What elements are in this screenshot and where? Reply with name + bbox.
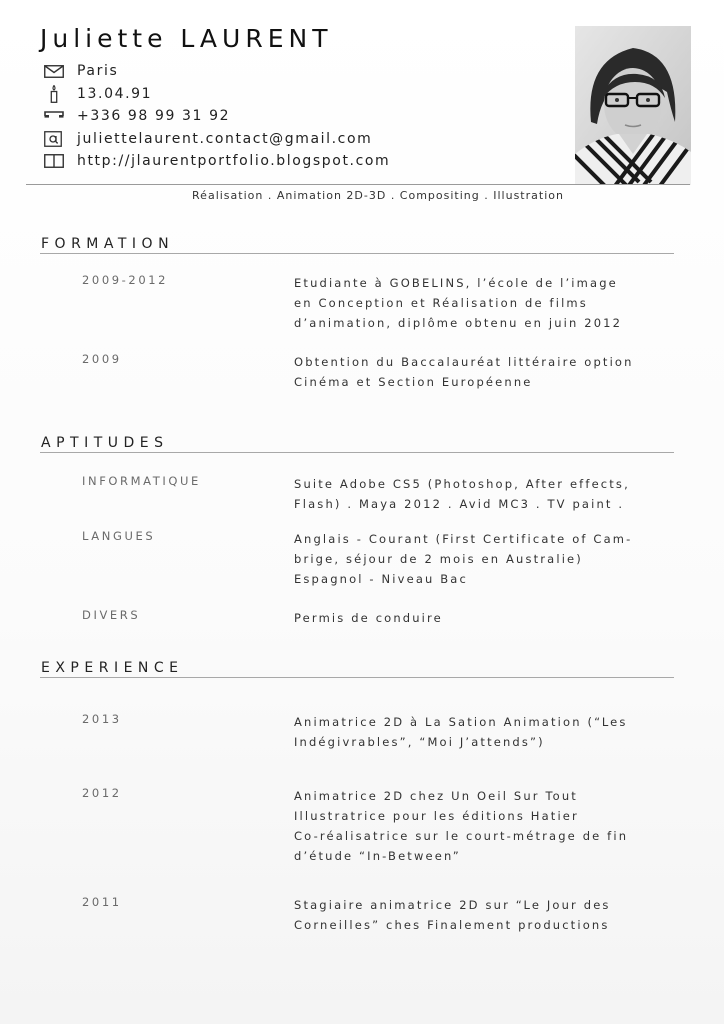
description-line: en Conception et Réalisation de films	[294, 296, 588, 310]
description-line: Flash) . Maya 2012 . Avid MC3 . TV paint .	[294, 497, 625, 511]
entry-date: 2011	[82, 895, 122, 909]
contact-email	[44, 128, 390, 151]
section-title-experience: EXPERIENCE	[41, 660, 184, 676]
open-book-icon	[44, 153, 66, 169]
description-line: Obtention du Baccalauréat littéraire option	[294, 355, 634, 369]
contact-website	[44, 150, 390, 173]
entry-category: LANGUES	[82, 529, 156, 543]
section-divider	[40, 253, 674, 254]
entry-description	[294, 786, 678, 866]
description-line: Illustratrice pour les éditions Hatier	[294, 809, 579, 823]
contact-birthdate-text: 13.04.91	[77, 85, 153, 102]
candle-icon	[44, 86, 66, 102]
description-line: Co-réalisatrice sur le court-métrage de fin	[294, 829, 629, 843]
entry-description	[294, 352, 678, 392]
envelope-icon	[44, 63, 66, 79]
description-line: brige, séjour de 2 mois en Australie)	[294, 552, 583, 566]
entry-description	[294, 608, 678, 628]
description-line: Animatrice 2D chez Un Oeil Sur Tout	[294, 789, 578, 803]
contact-phone-text: +336 98 99 31 92	[77, 108, 231, 125]
section-title-formation: FORMATION	[41, 236, 175, 252]
entry-description	[294, 273, 678, 333]
at-sign-icon	[44, 131, 66, 147]
contact-email-text: juliettelaurent.contact@gmail.com	[77, 130, 373, 147]
description-line: d’étude “In-Between”	[294, 849, 461, 863]
description-line: d’animation, diplôme obtenu en juin 2012	[294, 316, 623, 330]
header-divider	[26, 184, 690, 185]
entry-date: 2009	[82, 352, 122, 366]
entry-category: DIVERS	[82, 608, 141, 622]
description-line: Espagnol - Niveau Bac	[294, 572, 468, 586]
contact-list	[44, 60, 390, 173]
section-title-aptitudes: APTITUDES	[41, 435, 169, 451]
description-line: Cinéma et Section Européenne	[294, 375, 533, 389]
entry-category: INFORMATIQUE	[82, 474, 201, 488]
contact-website-text: http://jlaurentportfolio.blogspot.com	[77, 153, 391, 170]
phone-icon	[44, 108, 66, 124]
description-line: Corneilles” ches Finalement productions	[294, 918, 610, 932]
entry-description	[294, 895, 678, 935]
section-divider	[40, 452, 674, 453]
section-divider	[40, 677, 674, 678]
description-line: Anglais - Courant (First Certificate of Cam-	[294, 532, 633, 546]
profile-photo	[575, 26, 691, 185]
description-line: Etudiante à GOBELINS, l’école de l’image	[294, 276, 618, 290]
description-line: Suite Adobe CS5 (Photoshop, After effects,	[294, 477, 630, 491]
entry-description	[294, 474, 678, 514]
description-line: Permis de conduire	[294, 611, 443, 625]
description-line: Animatrice 2D à La Sation Animation (“Les	[294, 715, 628, 729]
candidate-name: Juliette LAURENT	[40, 24, 333, 53]
tagline: Réalisation . Animation 2D-3D . Compositing . Illustration	[192, 189, 564, 202]
entry-description	[294, 529, 678, 589]
entry-date: 2013	[82, 712, 122, 726]
entry-date: 2012	[82, 786, 122, 800]
entry-date: 2009-2012	[82, 273, 169, 287]
description-line: Stagiaire animatrice 2D sur “Le Jour des	[294, 898, 611, 912]
contact-city	[44, 60, 390, 83]
entry-description	[294, 712, 678, 752]
contact-birthdate	[44, 83, 390, 106]
contact-phone	[44, 105, 390, 128]
description-line: Indégivrables”, “Moi J’attends”)	[294, 735, 545, 749]
contact-city-text: Paris	[77, 63, 119, 80]
